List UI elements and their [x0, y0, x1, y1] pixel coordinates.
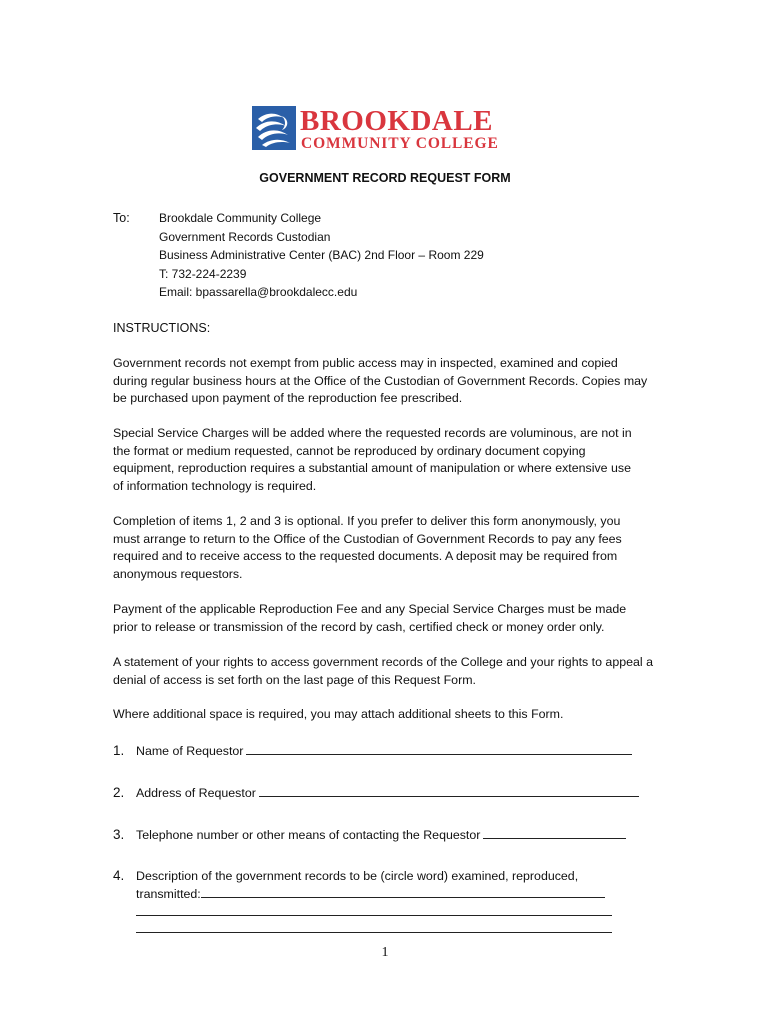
paragraph-line: during regular business hours at the Office of the Custodian of Government Records. Copies may [113, 373, 648, 388]
paragraph-line: be purchased upon payment of the reproduction fee prescribed. [113, 391, 463, 406]
paragraph-line: prior to release or transmission of the record by cash, certified check or money order only. [113, 619, 605, 634]
field-label: Name of Requestor [136, 744, 244, 758]
field-label: Address of Requestor [136, 786, 256, 800]
paragraph-additional-space [113, 706, 663, 724]
field-number: 2. [113, 785, 125, 800]
telephone-input-line[interactable] [483, 826, 626, 839]
paragraph-line: denial of access is set forth on the last page of this Request Form. [113, 672, 476, 687]
field-description [113, 868, 578, 883]
description-input-line[interactable] [201, 885, 605, 898]
field-description-cont [136, 885, 605, 901]
field-name-of-requestor [113, 742, 632, 758]
paragraph-line: Payment of the applicable Reproduction Fee and any Special Service Charges must be made [113, 602, 627, 616]
phone-line: T: 732-224-2239 [159, 266, 247, 281]
paragraph-line: required and to receive access to the requested documents. A deposit may be required from [113, 549, 618, 564]
paragraph-line: Where additional space is required, you may attach additional sheets to this Form. [113, 707, 564, 721]
paragraph-line: anonymous requestors. [113, 566, 243, 581]
name-input-line[interactable] [246, 742, 632, 755]
paragraph-rights [113, 654, 663, 689]
description-extra-line[interactable] [136, 932, 612, 933]
page-number: 1 [381, 945, 389, 960]
address-input-line[interactable] [259, 784, 639, 797]
field-label: Telephone number or other means of contacting the Requestor [136, 828, 481, 842]
recipient-address [159, 209, 484, 302]
logo-title: BROOKDALE [300, 105, 494, 137]
address-line: Business Administrative Center (BAC) 2nd Floor – Room 229 [159, 248, 484, 262]
paragraph-payment [113, 601, 663, 636]
paragraph-line: Government records not exempt from public access may in inspected, examined and copied [113, 356, 618, 370]
paragraph-optional-items [113, 513, 663, 583]
paragraph-line: equipment, reproduction requires a substantial amount of manipulation or where extensive use [113, 461, 631, 476]
field-number: 4. [113, 868, 125, 883]
field-label: Description of the government records to be (circle word) examined, reproduced, [136, 869, 579, 883]
field-address-of-requestor [113, 784, 639, 800]
paragraph-line: must arrange to return to the Office of the Custodian of Government Records to pay any fees [113, 531, 622, 546]
email-line: Email: bpassarella@brookdalecc.edu [159, 285, 358, 299]
paragraph-line: Completion of items 1, 2 and 3 is optional. If you prefer to deliver this form anonymously, you [113, 514, 621, 528]
field-label-cont: transmitted: [136, 887, 201, 901]
address-line: Brookdale Community College [159, 211, 322, 225]
paragraph-line: A statement of your rights to access government records of the College and your rights to appeal a [113, 655, 653, 669]
address-line: Government Records Custodian [159, 229, 331, 244]
form-title: GOVERNMENT RECORD REQUEST FORM [259, 171, 511, 185]
brookdale-wave-logo-icon [252, 106, 296, 150]
description-extra-line[interactable] [136, 915, 612, 916]
field-number: 1. [113, 743, 125, 758]
paragraph-line: Special Service Charges will be added where the requested records are voluminous, are not in [113, 426, 632, 440]
field-telephone [113, 826, 626, 842]
paragraph-access [113, 355, 663, 408]
paragraph-line: the format or medium requested, cannot be reproduced by ordinary document copying [113, 443, 586, 458]
to-label: To: [113, 211, 130, 225]
paragraph-special-charges [113, 425, 663, 495]
college-logo [252, 106, 502, 152]
field-number: 3. [113, 827, 125, 842]
instructions-heading: INSTRUCTIONS: [113, 321, 211, 335]
logo-subtitle: COMMUNITY COLLEGE [301, 135, 499, 152]
paragraph-line: of information technology is required. [113, 478, 317, 493]
